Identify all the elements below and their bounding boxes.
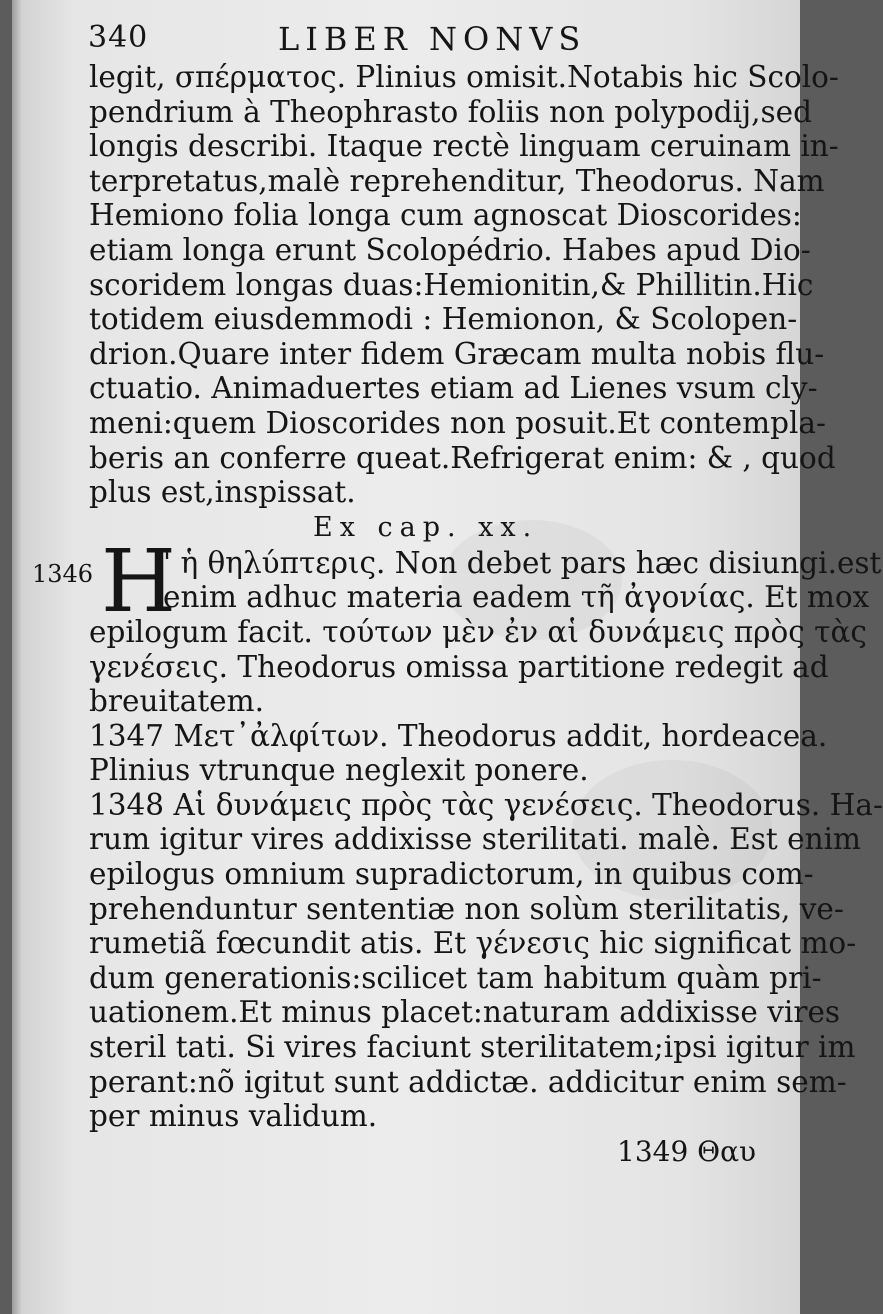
book-page — [12, 0, 883, 1314]
text-line: longis describi. Itaque rectè linguam ceruinam in- — [89, 129, 839, 164]
text-line: 1348 Αἱ δυνάμεις πρὸς τὰς γενέσεις. Theodorus. Ha- — [89, 787, 883, 822]
page-header — [88, 20, 748, 60]
text-line: epilogum facit. τούτων μὲν ἐν αἱ δυνάμεις πρὸς τὰς — [89, 614, 867, 649]
text-line: per minus validum. — [89, 1099, 378, 1134]
text-line: ' ἡ θηλύπτερις. Non debet pars hæc disiungi.est — [163, 545, 882, 580]
text-line: pendrium à Theophrasto foliis non polypodij,sed — [89, 94, 813, 129]
text-line: scoridem longas duas:Hemionitin,& Phillitin.Hic — [89, 267, 814, 302]
text-line: breuitatem. — [89, 684, 264, 719]
text-line: meni:quem Dioscorides non posuit.Et contempla- — [89, 405, 826, 440]
text-line: rum igitur vires addixisse sterilitati. malè. Est enim — [89, 822, 862, 857]
chapter-heading: Ex cap. xx. — [313, 511, 539, 543]
running-head: LIBER NONVS — [278, 20, 587, 58]
catchword: 1349 Θαυ — [617, 1135, 757, 1168]
text-line: beris an conferre queat.Refrigerat enim: & , quod — [89, 440, 836, 475]
text-line: plus est,inspissat. — [89, 475, 356, 510]
text-line: rumetiã fœcundit atis. Et γένεσις hic significat mo- — [89, 926, 857, 961]
body-text — [89, 60, 883, 1134]
text-line: steril tati. Si vires faciunt sterilitatem;ipsi igitur im — [89, 1030, 856, 1065]
text-line: etiam longa erunt Scolopédrio. Habes apud Dio- — [89, 232, 811, 267]
text-line: enim adhuc materia eadem τῆ ἀγονίας. Et mox — [163, 580, 870, 615]
text-line: legit, σπέρματος. Plinius omisit.Notabis hic Scolo- — [89, 60, 839, 94]
text-line: drion.Quare inter fidem Græcam multa nobis flu- — [89, 336, 825, 371]
text-line: γενέσεις. Theodorus omissa partitione redegit ad — [89, 649, 829, 684]
text-line: uationem.Et minus placet:naturam addixisse vires — [89, 995, 841, 1030]
text-line: dum generationis:scilicet tam habitum quàm pri- — [89, 960, 822, 995]
drop-cap: H — [101, 531, 176, 632]
page-number: 340 — [88, 20, 149, 55]
text-line: ctuatio. Animaduertes etiam ad Lienes vsum cly- — [89, 371, 818, 406]
text-line: 1347 Μετ᾽ἀλφίτων. Theodorus addit, hordeacea. — [89, 718, 828, 753]
text-line: prehenduntur sententiæ non solùm sterilitatis, ve- — [89, 891, 844, 926]
text-line: Plinius vtrunque neglexit ponere. — [89, 753, 589, 788]
text-line: totidem eiusdemmodi : Hemionon, & Scolopen- — [89, 302, 798, 337]
text-line: epilogus omnium supradictorum, in quibus com- — [89, 857, 814, 892]
text-line: Hemiono folia longa cum agnoscat Dioscorides: — [89, 198, 802, 233]
margin-note: 1346 — [32, 560, 94, 588]
text-line: perant:nõ igitut sunt addictæ. addicitur enim sem- — [89, 1064, 847, 1099]
text-line: terpretatus,malè reprehenditur, Theodorus. Nam — [89, 163, 825, 198]
